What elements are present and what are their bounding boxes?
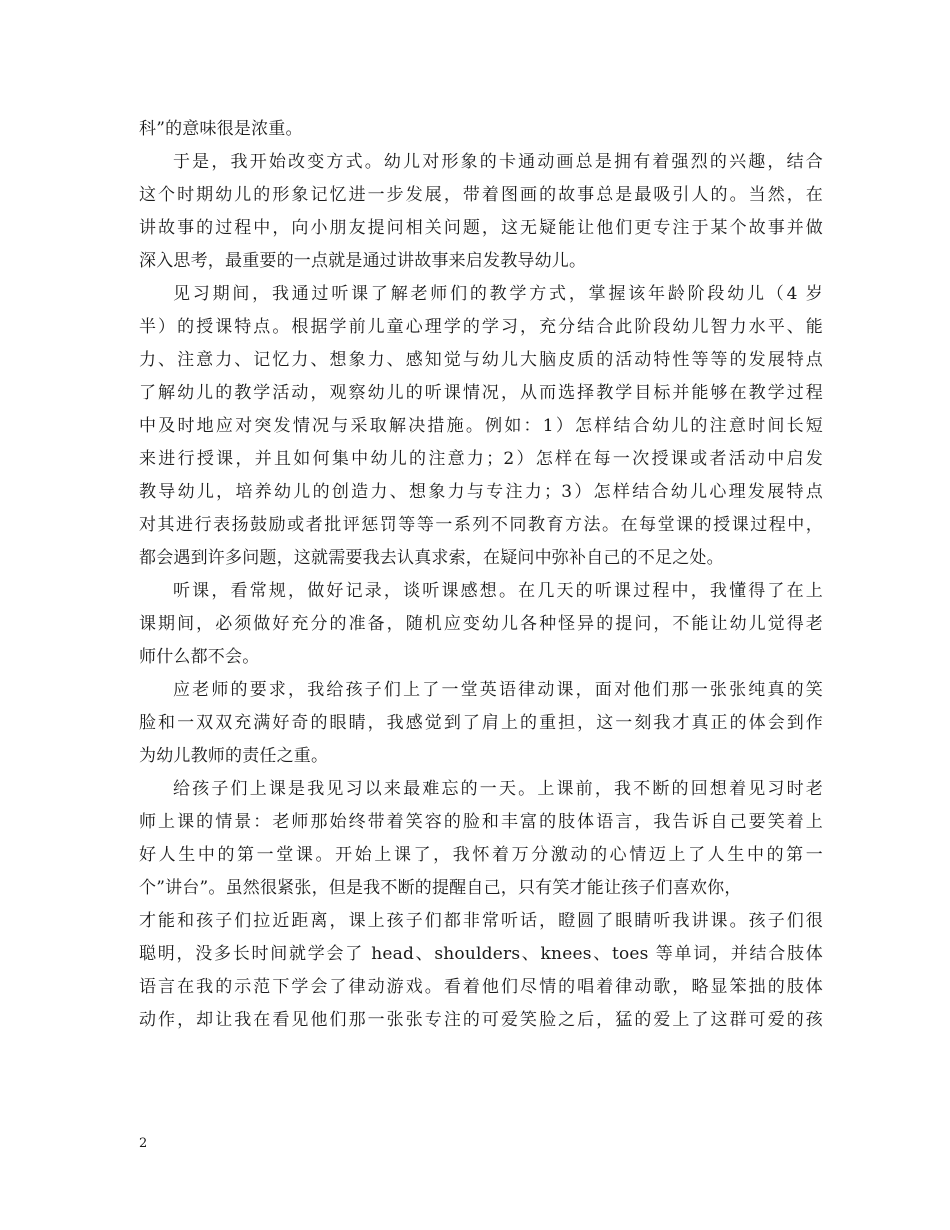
text-line: 听课，看常规，做好记录，谈听课感想。在几天的听课过程中，我懂得了在上 xyxy=(173,581,823,601)
text-line: 师上课的情景：老师那始终带着笑容的脸和丰富的肢体语言，我告诉自己要笑着上 xyxy=(139,812,823,832)
text-line: 教导幼儿，培养幼儿的创造力、想象力与专注力；3）怎样结合幼儿心理发展特点 xyxy=(139,482,823,502)
text-line: 师什么都不会。 xyxy=(139,647,260,667)
text-line: 课期间，必须做好充分的准备，随机应变幼儿各种怪异的提问，不能让幼儿觉得老 xyxy=(139,614,823,634)
text-line: 动作，却让我在看见他们那一张张专注的可爱笑脸之后，猛的爱上了这群可爱的孩 xyxy=(139,1010,823,1030)
page-number: 2 xyxy=(139,1136,148,1151)
text-line: 语言在我的示范下学会了律动游戏。看着他们尽情的唱着律动歌，略显笨拙的肢体 xyxy=(139,977,823,997)
text-line: 半）的授课特点。根据学前儿童心理学的学习，充分结合此阶段幼儿智力水平、能 xyxy=(139,317,823,337)
body-text xyxy=(139,113,823,1037)
text-line: 讲故事的过程中，向小朋友提问相关问题，这无疑能让他们更专注于某个故事并做 xyxy=(139,218,823,238)
text-line: 来进行授课，并且如何集中幼儿的注意力；2）怎样在每一次授课或者活动中启发 xyxy=(139,449,823,469)
text-line: 见习期间，我通过听课了解老师们的教学方式，掌握该年龄阶段幼儿（4 岁 xyxy=(173,284,823,304)
text-line: 都会遇到许多问题，这就需要我去认真求索，在疑问中弥补自己的不足之处。 xyxy=(139,548,724,568)
text-line: 才能和孩子们拉近距离，课上孩子们都非常听话，瞪圆了眼睛听我讲课。孩子们很 xyxy=(139,911,823,931)
text-line: 对其进行表扬鼓励或者批评惩罚等等一系列不同教育方法。在每堂课的授课过程中， xyxy=(139,515,823,535)
text-line: 个”讲台”。虽然很紧张，但是我不断的提醒自己，只有笑才能让孩子们喜欢你， xyxy=(139,878,742,898)
text-line: 于是，我开始改变方式。幼儿对形象的卡通动画总是拥有着强烈的兴趣，结合 xyxy=(173,152,823,172)
text-line: 好人生中的第一堂课。开始上课了，我怀着万分激动的心情迈上了人生中的第一 xyxy=(139,845,823,865)
text-line: 深入思考，最重要的一点就是通过讲故事来启发教导幼儿。 xyxy=(139,251,587,271)
text-line: 了解幼儿的教学活动，观察幼儿的听课情况，从而选择教学目标并能够在教学过程 xyxy=(139,383,823,403)
text-line: 给孩子们上课是我见习以来最难忘的一天。上课前，我不断的回想着见习时老 xyxy=(173,779,823,799)
text-line: 脸和一双双充满好奇的眼睛，我感觉到了肩上的重担，这一刻我才真正的体会到作 xyxy=(139,713,823,733)
text-line: 力、注意力、记忆力、想象力、感知觉与幼儿大脑皮质的活动特性等等的发展特点 xyxy=(139,350,823,370)
text-line: 聪明，没多长时间就学会了 head、shoulders、knees、toes 等单词，并结合肢体 xyxy=(139,944,823,964)
text-line: 这个时期幼儿的形象记忆进一步发展，带着图画的故事总是最吸引人的。当然，在 xyxy=(139,185,823,205)
text-line: 中及时地应对突发情况与采取解决措施。例如：1）怎样结合幼儿的注意时间长短 xyxy=(139,416,823,436)
text-line: 为幼儿教师的责任之重。 xyxy=(139,746,329,766)
text-line: 应老师的要求，我给孩子们上了一堂英语律动课，面对他们那一张张纯真的笑 xyxy=(173,680,823,700)
text-line: 科”的意味很是浓重。 xyxy=(139,119,303,139)
